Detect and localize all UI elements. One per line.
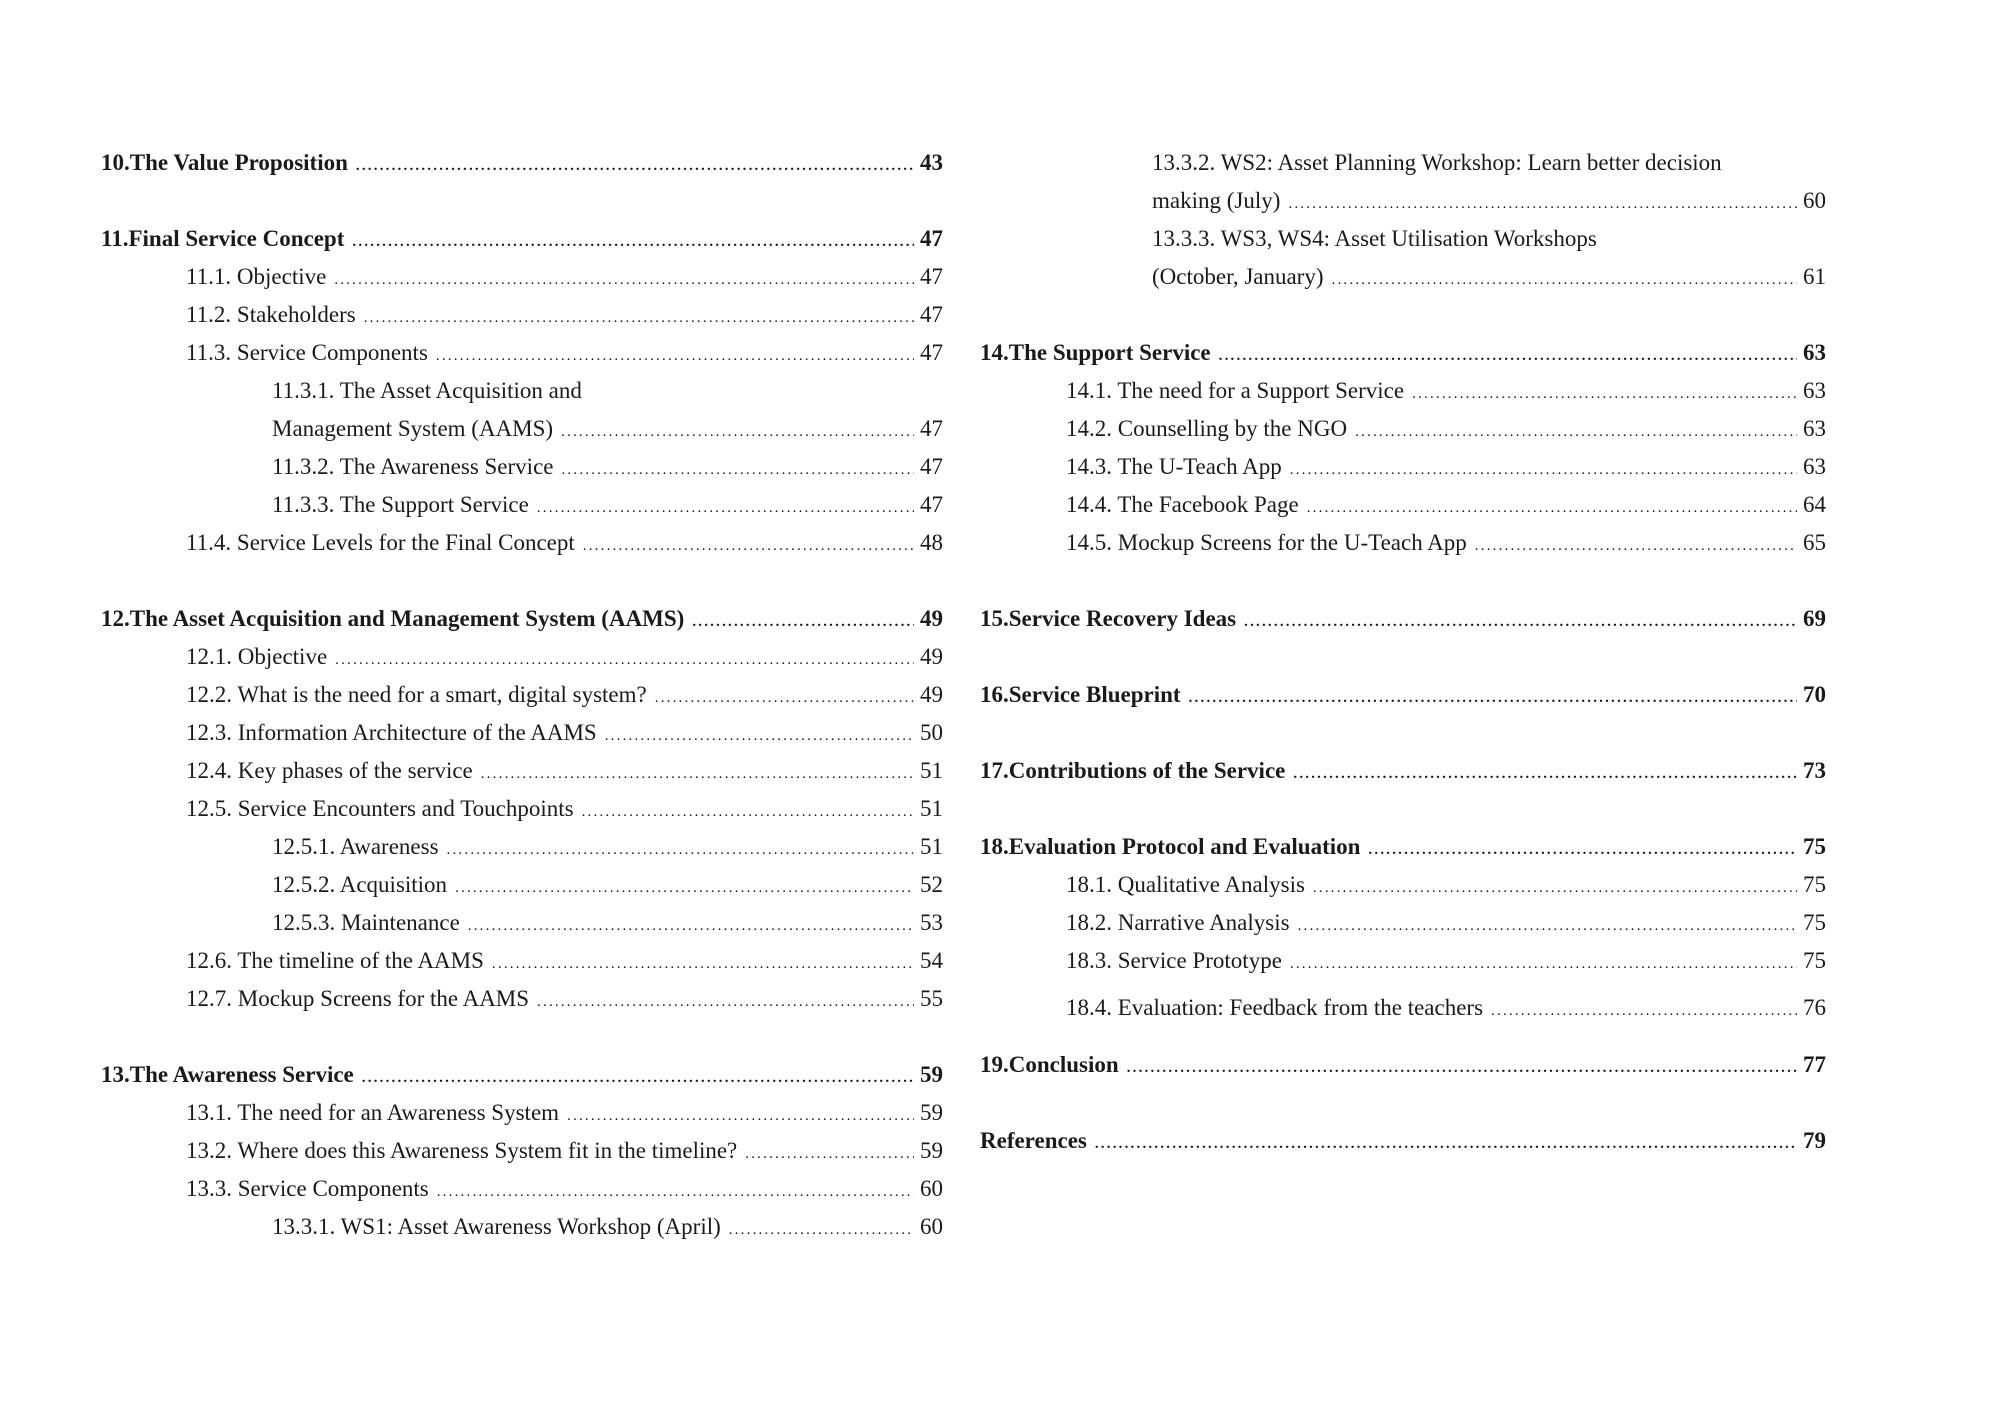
toc-entry-page: 47 — [920, 226, 943, 251]
toc-entry-title: 13.3.1. WS1: Asset Awareness Workshop (April) — [272, 1214, 721, 1239]
toc-entry-page: 49 — [920, 682, 943, 707]
dot-leader — [655, 679, 914, 717]
toc-entry-title: 13.The Awareness Service — [101, 1062, 354, 1087]
dot-leader — [492, 945, 914, 983]
toc-entry-title: 18.4. Evaluation: Feedback from the teachers — [1066, 995, 1484, 1020]
toc-entry-13-3-3-line2[interactable] — [980, 258, 1826, 296]
toc-entry-18-1[interactable] — [980, 866, 1826, 904]
dot-leader — [1475, 527, 1797, 565]
toc-entry-14-2[interactable] — [980, 410, 1826, 448]
toc-entry-references[interactable] — [980, 1122, 1826, 1160]
dot-leader — [1412, 375, 1797, 413]
toc-entry-page: 75 — [1803, 834, 1826, 859]
toc-entry-title: 12.The Asset Acquisition and Management System (AAMS) — [101, 606, 685, 631]
toc-entry-page: 77 — [1803, 1052, 1826, 1077]
toc-entry-page: 49 — [920, 644, 943, 669]
toc-entry-12-5[interactable] — [101, 790, 943, 828]
toc-entry-page: 47 — [920, 264, 943, 289]
toc-entry-14-5[interactable] — [980, 524, 1826, 562]
toc-entry-page: 63 — [1803, 454, 1826, 479]
toc-entry-page: 51 — [920, 796, 943, 821]
toc-entry-11-3-1-line2[interactable] — [101, 410, 943, 448]
toc-entry-title: 12.5.3. Maintenance — [272, 910, 460, 935]
toc-entry-page: 47 — [920, 454, 943, 479]
toc-entry-title: 14.The Support Service — [980, 340, 1211, 365]
toc-entry-page: 75 — [1803, 872, 1826, 897]
toc-entry-title: 12.5.1. Awareness — [272, 834, 439, 859]
toc-entry-page: 75 — [1803, 910, 1826, 935]
toc-entry-13-3-3-line1[interactable] — [980, 220, 1826, 258]
toc-entry-11[interactable] — [101, 220, 943, 258]
toc-entry-18[interactable] — [980, 828, 1826, 866]
dot-leader — [729, 1211, 914, 1249]
toc-entry-12-7[interactable] — [101, 980, 943, 1018]
dot-leader — [1189, 679, 1797, 717]
toc-entry-title: 14.4. The Facebook Page — [1066, 492, 1299, 517]
toc-entry-title: 12.5. Service Encounters and Touchpoints — [186, 796, 574, 821]
toc-entry-12-5-1[interactable] — [101, 828, 943, 866]
toc-entry-title: 17.Contributions of the Service — [980, 758, 1286, 783]
dot-leader — [1288, 185, 1797, 223]
toc-entry-18-2[interactable] — [980, 904, 1826, 942]
toc-entry-page: 76 — [1803, 995, 1826, 1020]
toc-entry-page: 75 — [1803, 948, 1826, 973]
dot-leader — [1307, 489, 1797, 527]
toc-entry-title: 18.2. Narrative Analysis — [1066, 910, 1290, 935]
toc-entry-12-5-2[interactable] — [101, 866, 943, 904]
dot-leader — [455, 869, 914, 907]
toc-right-column — [980, 0, 1826, 1414]
dot-leader — [561, 451, 914, 489]
toc-entry-page: 50 — [920, 720, 943, 745]
dot-leader — [583, 527, 914, 565]
dot-leader — [335, 641, 914, 679]
toc-entry-title: 14.2. Counselling by the NGO — [1066, 416, 1348, 441]
toc-entry-title: 11.1. Objective — [186, 264, 327, 289]
toc-entry-page: 60 — [920, 1176, 943, 1201]
toc-entry-title: 11.3.3. The Support Service — [272, 492, 529, 517]
toc-entry-page: 51 — [920, 758, 943, 783]
toc-entry-page: 55 — [920, 986, 943, 1011]
toc-entry-page: 47 — [920, 302, 943, 327]
toc-entry-title: 10.The Value Proposition — [101, 150, 348, 175]
dot-leader — [561, 413, 914, 451]
toc-left-column — [101, 0, 943, 1414]
toc-entry-page: 49 — [920, 606, 943, 631]
toc-entry-title: 11.3.1. The Asset Acquisition and — [272, 378, 582, 403]
toc-entry-13-1[interactable] — [101, 1094, 943, 1132]
toc-entry-title: 11.2. Stakeholders — [186, 302, 356, 327]
toc-entry-title: 12.1. Objective — [186, 644, 328, 669]
dot-leader — [352, 223, 914, 261]
dot-leader — [537, 489, 914, 527]
toc-entry-11-1[interactable] — [101, 258, 943, 296]
toc-entry-page: 64 — [1803, 492, 1826, 517]
toc-entry-page: 47 — [920, 416, 943, 441]
toc-entry-14-1[interactable] — [980, 372, 1826, 410]
toc-entry-19[interactable] — [980, 1046, 1826, 1084]
toc-entry-page: 79 — [1803, 1128, 1826, 1153]
dot-leader — [1095, 1125, 1797, 1163]
dot-leader — [1219, 337, 1797, 375]
toc-entry-title: Management System (AAMS) — [272, 416, 554, 441]
toc-entry-12[interactable] — [101, 600, 943, 638]
dot-leader — [1290, 451, 1797, 489]
toc-entry-16[interactable] — [980, 676, 1826, 714]
dot-leader — [356, 147, 914, 185]
toc-entry-title: 14.5. Mockup Screens for the U-Teach App — [1066, 530, 1467, 555]
dot-leader — [436, 337, 914, 375]
toc-entry-title: 15.Service Recovery Ideas — [980, 606, 1237, 631]
toc-entry-title: 18.1. Qualitative Analysis — [1066, 872, 1305, 897]
toc-entry-title: 14.1. The need for a Support Service — [1066, 378, 1405, 403]
dot-leader — [1313, 869, 1797, 907]
toc-entry-title: 12.2. What is the need for a smart, digital system? — [186, 682, 647, 707]
toc-entry-title: making (July) — [1152, 188, 1281, 213]
dot-leader — [1290, 945, 1797, 983]
dot-leader — [582, 793, 914, 831]
dot-leader — [1298, 907, 1797, 945]
toc-entry-page: 61 — [1803, 264, 1826, 289]
toc-entry-14[interactable] — [980, 334, 1826, 372]
toc-entry-11-3-1-line1[interactable] — [101, 372, 943, 410]
dot-leader — [1244, 603, 1797, 641]
toc-entry-11-3[interactable] — [101, 334, 943, 372]
toc-entry-title: References — [980, 1128, 1087, 1153]
toc-entry-page: 59 — [920, 1062, 943, 1087]
toc-entry-title: 12.7. Mockup Screens for the AAMS — [186, 986, 530, 1011]
toc-entry-title: 11.4. Service Levels for the Final Concept — [186, 530, 575, 555]
toc-entry-title: 18.Evaluation Protocol and Evaluation — [980, 834, 1361, 859]
dot-leader — [745, 1135, 914, 1173]
toc-entry-page: 53 — [920, 910, 943, 935]
toc-entry-11-3-3[interactable] — [101, 486, 943, 524]
dot-leader — [1332, 261, 1797, 299]
toc-entry-12-1[interactable] — [101, 638, 943, 676]
dot-leader — [481, 755, 914, 793]
toc-entry-title: 18.3. Service Prototype — [1066, 948, 1282, 973]
dot-leader — [605, 717, 914, 755]
toc-entry-18-4[interactable] — [980, 989, 1826, 1027]
toc-entry-page: 60 — [920, 1214, 943, 1239]
toc-entry-title: 19.Conclusion — [980, 1052, 1119, 1077]
toc-entry-11-2[interactable] — [101, 296, 943, 334]
toc-entry-13-3-2-line1[interactable] — [980, 144, 1826, 182]
toc-entry-page: 63 — [1803, 340, 1826, 365]
dot-leader — [1127, 1049, 1797, 1087]
toc-entry-page: 59 — [920, 1100, 943, 1125]
toc-entry-title: 12.5.2. Acquisition — [272, 872, 448, 897]
toc-entry-page: 60 — [1803, 188, 1826, 213]
toc-entry-page: 52 — [920, 872, 943, 897]
dot-leader — [437, 1173, 914, 1211]
toc-entry-title: 12.4. Key phases of the service — [186, 758, 473, 783]
dot-leader — [692, 603, 914, 641]
toc-entry-page: 63 — [1803, 378, 1826, 403]
toc-entry-page: 48 — [920, 530, 943, 555]
toc-entry-12-3[interactable] — [101, 714, 943, 752]
toc-entry-title: 12.3. Information Architecture of the AAMS — [186, 720, 597, 745]
toc-entry-title: 13.3.3. WS3, WS4: Asset Utilisation Workshops — [1152, 226, 1597, 251]
toc-entry-title: 11.3.2. The Awareness Service — [272, 454, 554, 479]
toc-entry-title: 11.3. Service Components — [186, 340, 428, 365]
toc-entry-12-4[interactable] — [101, 752, 943, 790]
toc-entry-14-3[interactable] — [980, 448, 1826, 486]
toc-entry-page: 65 — [1803, 530, 1826, 555]
dot-leader — [1491, 992, 1797, 1030]
toc-entry-title: (October, January) — [1152, 264, 1324, 289]
dot-leader — [567, 1097, 914, 1135]
toc-entry-page: 63 — [1803, 416, 1826, 441]
toc-entry-13-3-1[interactable] — [101, 1208, 943, 1246]
toc-entry-page: 51 — [920, 834, 943, 859]
toc-entry-15[interactable] — [980, 600, 1826, 638]
toc-entry-14-4[interactable] — [980, 486, 1826, 524]
dot-leader — [1355, 413, 1797, 451]
toc-entry-12-5-3[interactable] — [101, 904, 943, 942]
dot-leader — [362, 1059, 914, 1097]
toc-entry-page: 43 — [920, 150, 943, 175]
dot-leader — [1293, 755, 1797, 793]
dot-leader — [537, 983, 914, 1021]
toc-entry-page: 47 — [920, 492, 943, 517]
dot-leader — [468, 907, 914, 945]
toc-entry-page: 47 — [920, 340, 943, 365]
toc-entry-title: 13.2. Where does this Awareness System fit in the timeline? — [186, 1138, 738, 1163]
toc-entry-page: 73 — [1803, 758, 1826, 783]
toc-entry-13[interactable] — [101, 1056, 943, 1094]
toc-entry-title: 11.Final Service Concept — [101, 226, 345, 251]
toc-entry-12-2[interactable] — [101, 676, 943, 714]
toc-entry-title: 13.3. Service Components — [186, 1176, 429, 1201]
toc-entry-11-3-2[interactable] — [101, 448, 943, 486]
toc-entry-10[interactable] — [101, 144, 943, 182]
dot-leader — [364, 299, 914, 337]
toc-entry-13-3-2-line2[interactable] — [980, 182, 1826, 220]
dot-leader — [1368, 831, 1797, 869]
toc-entry-18-3[interactable] — [980, 942, 1826, 980]
toc-entry-title: 12.6. The timeline of the AAMS — [186, 948, 484, 973]
dot-leader — [447, 831, 914, 869]
toc-entry-title: 16.Service Blueprint — [980, 682, 1181, 707]
dot-leader — [334, 261, 914, 299]
toc-entry-13-2[interactable] — [101, 1132, 943, 1170]
toc-entry-title: 13.1. The need for an Awareness System — [186, 1100, 560, 1125]
toc-entry-17[interactable] — [980, 752, 1826, 790]
toc-entry-page: 69 — [1803, 606, 1826, 631]
toc-entry-page: 54 — [920, 948, 943, 973]
toc-entry-11-4[interactable] — [101, 524, 943, 562]
toc-entry-13-3[interactable] — [101, 1170, 943, 1208]
toc-entry-title: 14.3. The U-Teach App — [1066, 454, 1282, 479]
toc-entry-title: 13.3.2. WS2: Asset Planning Workshop: Learn better decision — [1152, 150, 1722, 175]
toc-entry-page: 70 — [1803, 682, 1826, 707]
toc-entry-page: 59 — [920, 1138, 943, 1163]
toc-entry-12-6[interactable] — [101, 942, 943, 980]
